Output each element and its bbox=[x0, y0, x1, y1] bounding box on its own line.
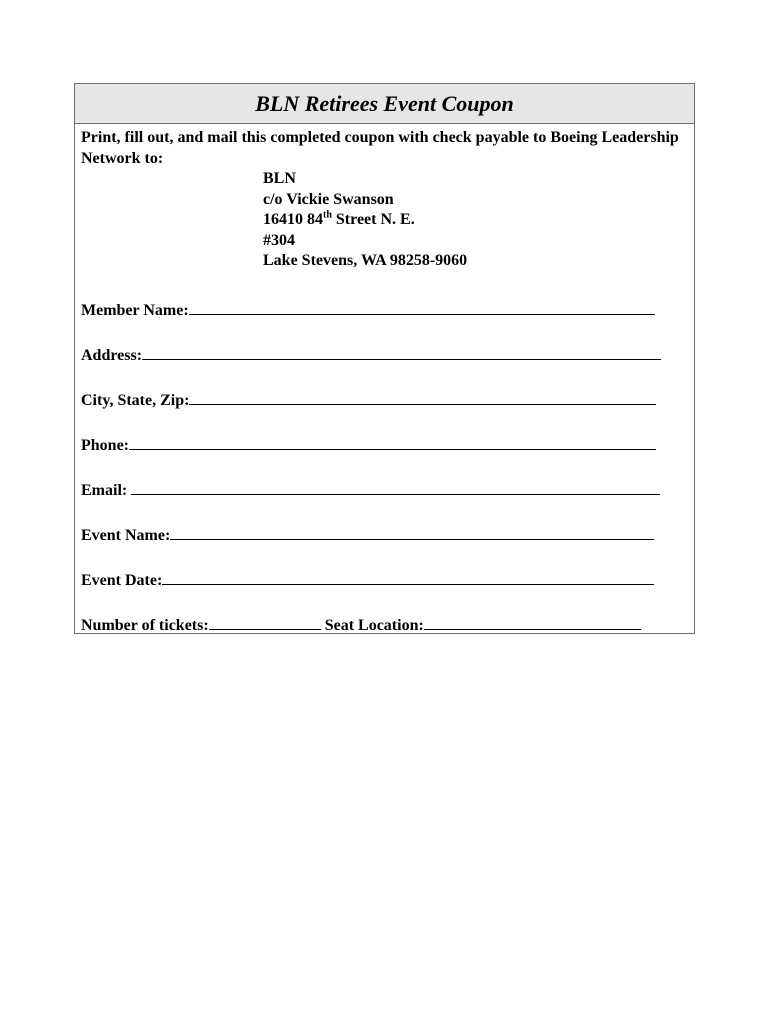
address-line-5: Lake Stevens, WA 98258-9060 bbox=[263, 252, 468, 269]
city-state-zip-field bbox=[81, 388, 656, 410]
phone-field bbox=[81, 433, 656, 455]
event-coupon-form bbox=[74, 83, 695, 634]
coupon-body bbox=[75, 124, 694, 272]
number-of-tickets-blank[interactable] bbox=[209, 613, 321, 630]
event-name-blank[interactable] bbox=[170, 523, 654, 540]
event-name-field bbox=[81, 523, 654, 545]
address-line-4: #304 bbox=[263, 231, 295, 249]
member-name-field bbox=[81, 298, 655, 320]
seat-location-blank[interactable] bbox=[424, 613, 641, 630]
mailing-address bbox=[263, 169, 694, 272]
event-name-label: Event Name: bbox=[81, 527, 171, 544]
seat-location-label: Seat Location: bbox=[320, 617, 424, 634]
member-name-blank[interactable] bbox=[189, 298, 655, 315]
address-label: Address: bbox=[81, 347, 143, 364]
event-date-label: Event Date: bbox=[81, 572, 163, 589]
address-line-2: c/o Vickie Swanson bbox=[263, 190, 394, 208]
title-bar bbox=[75, 84, 694, 124]
city-state-zip-blank[interactable] bbox=[189, 388, 656, 405]
number-of-tickets-label: Number of tickets: bbox=[81, 617, 209, 634]
email-label: Email: bbox=[81, 482, 132, 499]
phone-label: Phone: bbox=[81, 437, 129, 454]
address-street-number: 16410 84 bbox=[263, 211, 323, 228]
address-blank[interactable] bbox=[142, 343, 661, 360]
event-date-field bbox=[81, 568, 654, 590]
member-name-label: Member Name: bbox=[81, 302, 189, 319]
coupon-title: BLN Retirees Event Coupon bbox=[255, 90, 514, 116]
tickets-seat-field bbox=[81, 613, 641, 635]
address-ordinal-suffix: th bbox=[323, 209, 332, 221]
city-state-zip-label: City, State, Zip: bbox=[81, 392, 190, 409]
mailing-instructions: Print, fill out, and mail this completed coupon with check payable to Boeing Leadership Network to: bbox=[81, 129, 679, 167]
address-street-name: Street N. E. bbox=[331, 211, 415, 228]
event-date-blank[interactable] bbox=[162, 568, 654, 585]
phone-blank[interactable] bbox=[129, 433, 656, 450]
email-field bbox=[81, 478, 660, 500]
address-line-3 bbox=[263, 210, 694, 231]
address-field bbox=[81, 343, 661, 365]
address-line-1: BLN bbox=[263, 170, 296, 187]
email-blank[interactable] bbox=[131, 478, 660, 495]
